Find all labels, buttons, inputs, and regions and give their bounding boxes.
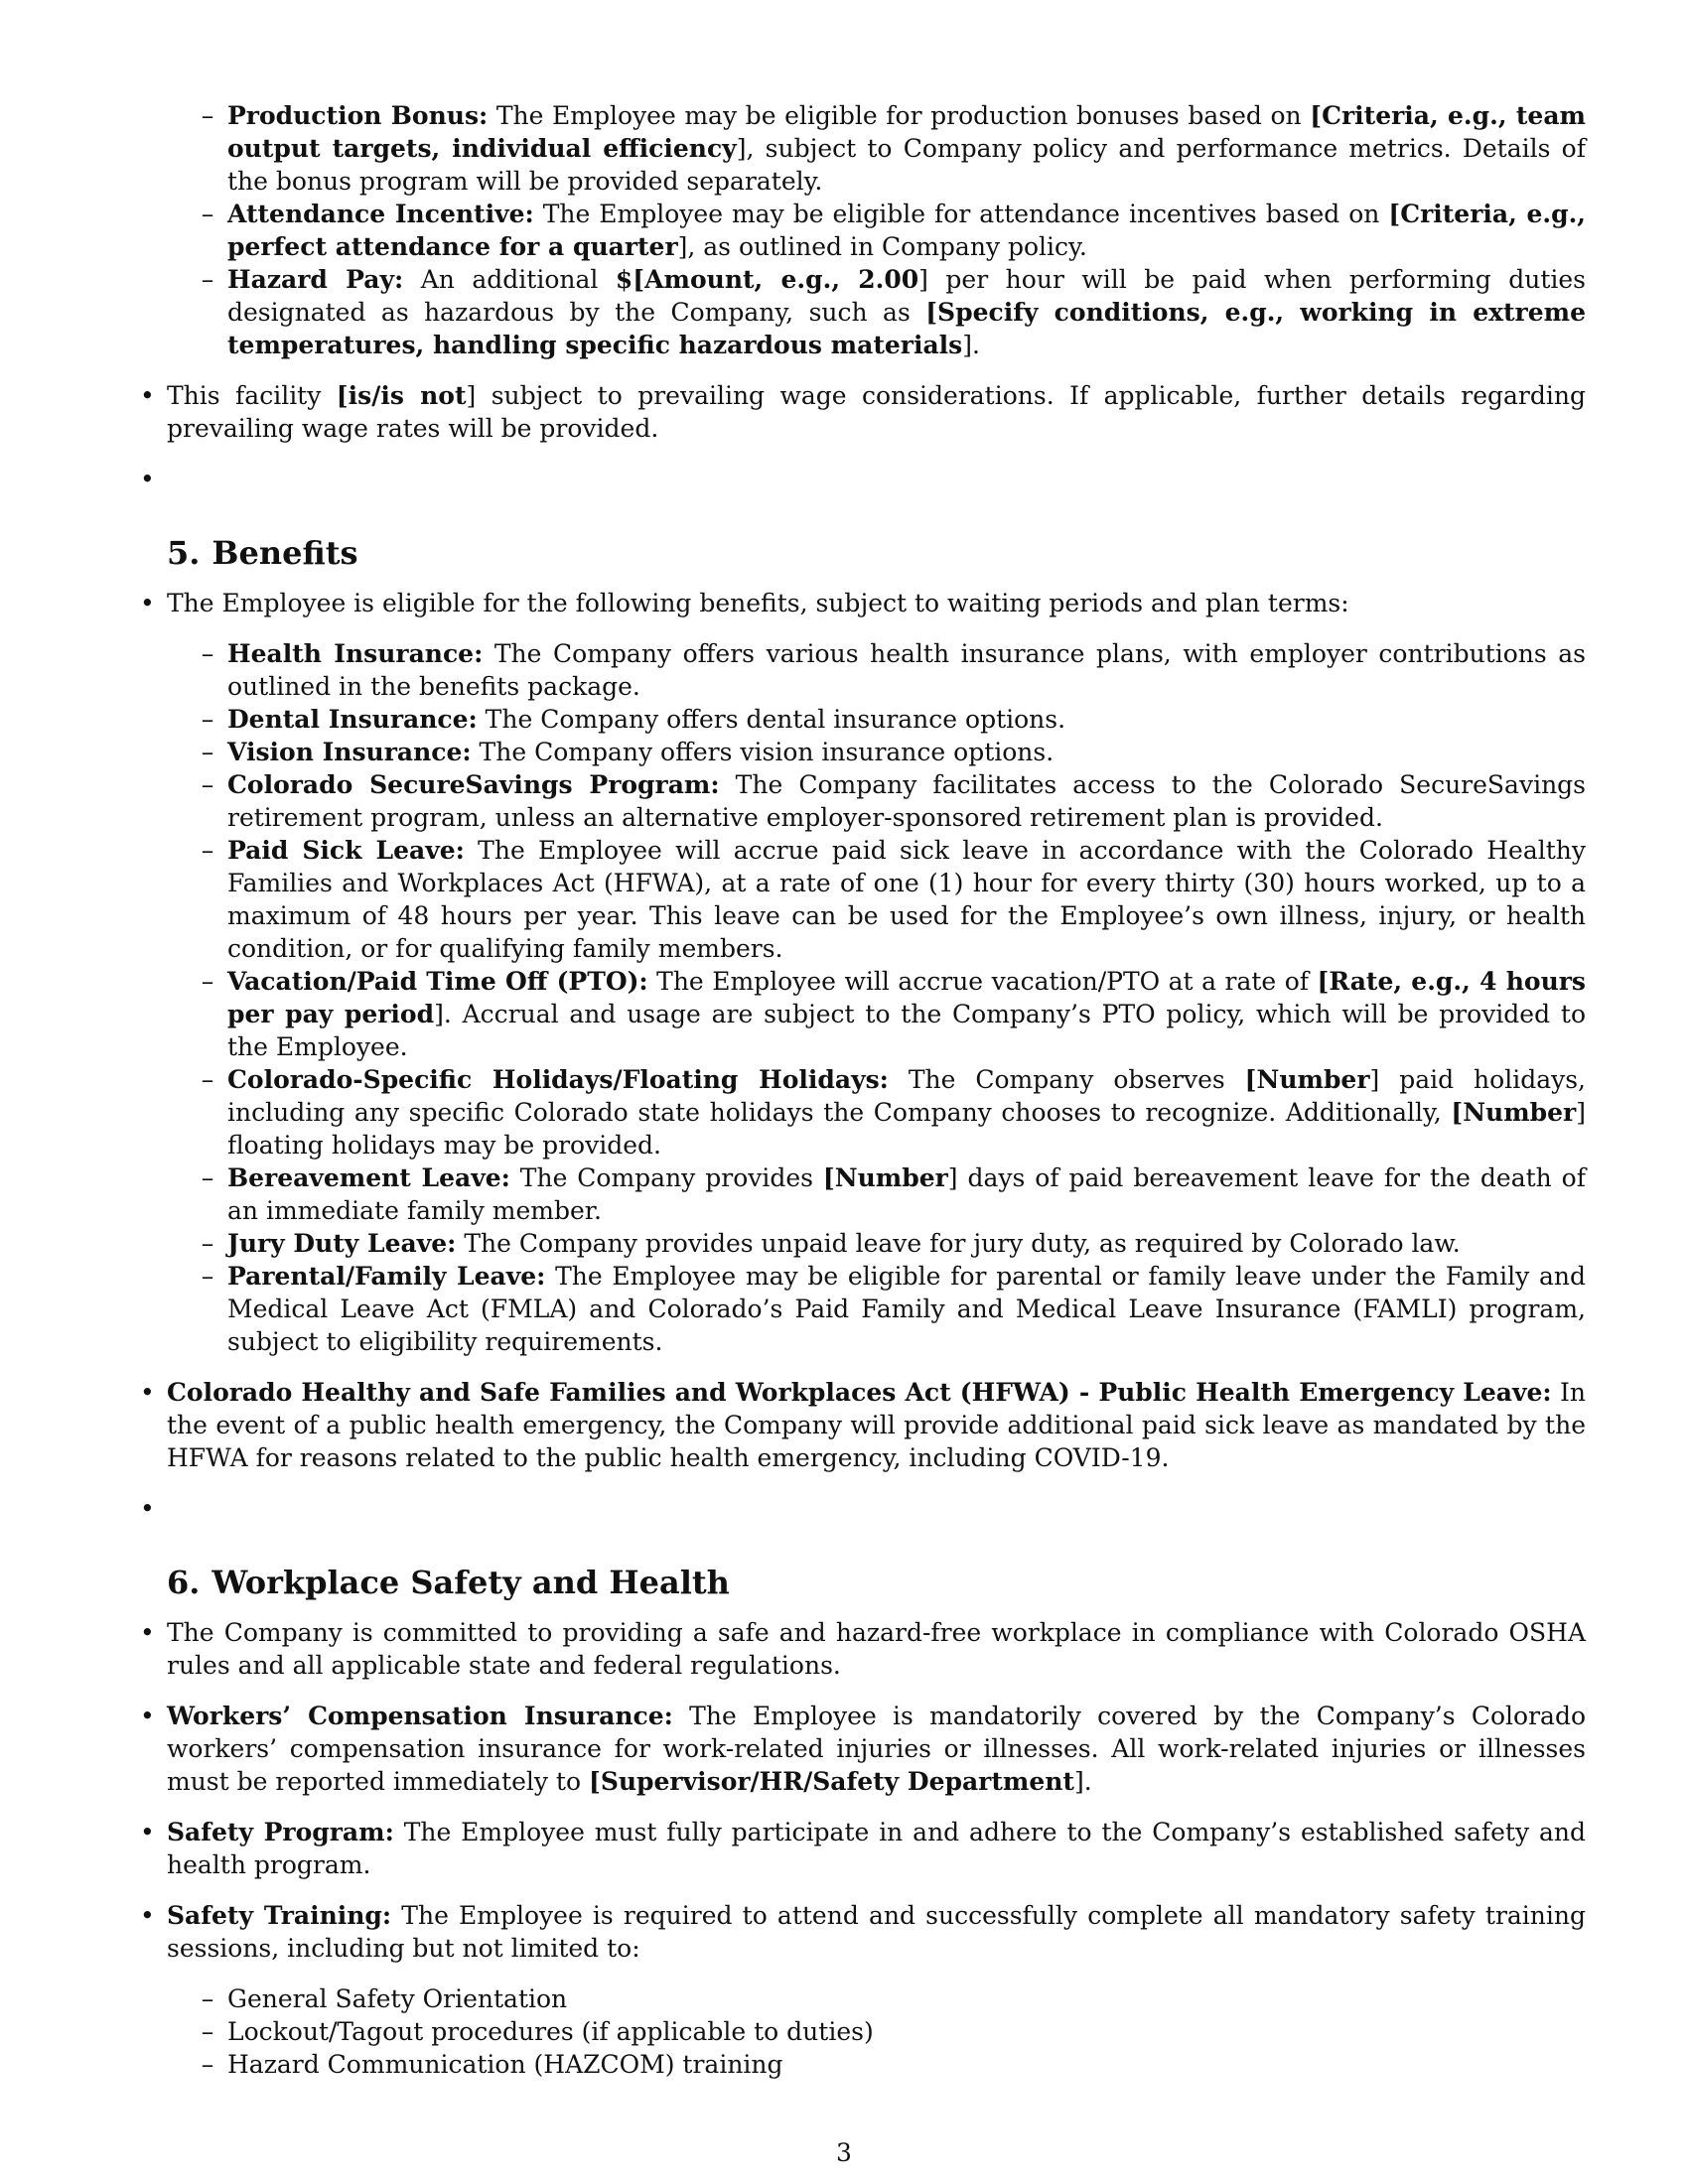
item-text: An additional [403,265,616,294]
safety-commitment-text: The Company is committed to providing a safe and hazard-free workplace in compliance with Colorado OSHA rules and all applicable state and federal regulations. [167,1618,1586,1680]
item-label: Attendance Incentive: [227,200,534,228]
training-list-item [167,2048,1586,2081]
item-label: Vacation/Paid Time Off (PTO): [227,967,648,996]
item-text: ], as outlined in Company policy. [677,232,1087,261]
item-text: ] floating holidays may be provided. [227,1098,1586,1160]
item-text: Hazard Communication (HAZCOM) training [227,2050,783,2079]
benefits-intro-text: The Employee is eligible for the following benefits, subject to waiting periods and plan terms: [167,589,1349,617]
training-list-item [167,1982,1586,2015]
benefits-list [167,637,1586,1358]
bullet-mark: • [140,1818,155,1846]
dash-mark: – [201,1984,214,2013]
benefit-list-item [167,1260,1586,1358]
item-placeholder: [Number [1244,1065,1370,1094]
empty-bullet-item [140,463,1586,495]
section-6-heading [167,1563,1586,1602]
item-label: Dental Insurance: [227,705,478,734]
item-text: The Company offers vision insurance options. [471,738,1055,766]
section-title: Workplace Safety and Health [211,1564,730,1601]
bullet-mark: • [140,1901,155,1930]
item-text: ]. Accrual and usage are subject to the Company’s PTO policy, which will be provided to the Employee. [227,1000,1586,1061]
item-label: Bereavement Leave: [227,1163,510,1192]
item-text: ] days of paid bereavement leave for the death of an immediate family member. [227,1163,1586,1225]
dash-mark: – [201,705,214,734]
empty-bullet-item [140,1492,1586,1525]
benefits-intro-item [140,587,1586,619]
item-text: The Employee may be eligible for attendance incentives based on [533,200,1389,228]
prevailing-wage-text: This facility [167,381,337,410]
page-number: 3 [836,2138,852,2167]
item-label: Parental/Family Leave: [227,1262,546,1291]
workers-comp-text: The Employee is mandatorily covered by the Company’s Colorado workers’ compensation insurance for work-related injuries or illnesses. All work-related injuries or illnesses must be reported immediately to [167,1702,1586,1796]
safety-program-label: Safety Program: [167,1818,394,1846]
training-list-item [167,2015,1586,2048]
workers-comp-item [140,1700,1586,1798]
item-text: The Employee may be eligible for production bonuses based on [488,101,1311,130]
benefit-list-item [167,1063,1586,1161]
item-label: Jury Duty Leave: [227,1229,457,1258]
item-placeholder: [Number [822,1163,948,1192]
item-text: ] paid holidays, including any specific Colorado state holidays the Company chooses to recognize. Additionally, [227,1065,1586,1127]
item-text: General Safety Orientation [227,1984,568,2013]
hfwa-text: In the event of a public health emergency, the Company will provide additional paid sick leave as mandated by the HFWA for reasons related to the public health emergency, including COVID-19. [167,1378,1586,1472]
benefit-list-item [167,1161,1586,1227]
safety-program-item [140,1816,1586,1881]
item-label: Paid Sick Leave: [227,836,465,865]
item-label: Colorado SecureSavings Program: [227,770,720,799]
item-placeholder: [Criteria, e.g., perfect attendance for a quarter [227,200,1587,261]
safety-training-label: Safety Training: [167,1901,392,1930]
dash-mark: – [201,1065,214,1094]
section-title: Benefits [211,534,358,572]
bullet-mark: • [140,589,155,617]
hfwa-label: Colorado Healthy and Safe Families and Workplaces Act (HFWA) - Public Health Emergency Leave: [167,1378,1552,1407]
incentive-list-item [167,99,1586,198]
dash-mark: – [201,1262,214,1291]
item-text: The Company offers various health insurance plans, with employer contributions as outlined in the benefits package. [227,639,1586,701]
dash-mark: – [201,1163,214,1192]
item-label: Vision Insurance: [227,738,472,766]
dash-mark: – [201,2017,214,2046]
bullet-mark: • [140,465,155,493]
benefit-list-item [167,965,1586,1063]
bullet-mark: • [140,1378,155,1407]
benefit-list-item [167,736,1586,768]
item-label: Hazard Pay: [227,265,404,294]
item-text: The Employee will accrue paid sick leave in accordance with the Colorado Healthy Families and Workplaces Act (HFWA), at a rate of one (1) hour for every thirty (30) hours worked, up to a maximum of 48 hours per year. This leave can be used for the Employee’s own illness, injury, or health condition, or for qualifying family members. [227,836,1586,963]
dash-mark: – [201,836,214,865]
dash-mark: – [201,2050,214,2079]
item-text: ], subject to Company policy and performance metrics. Details of the bonus program will be provided separately. [227,134,1586,196]
item-placeholder: [Specify conditions, e.g., working in extreme temperatures, handling specific hazardous materials [227,298,1586,359]
item-text: Lockout/Tagout procedures (if applicable to duties) [227,2017,874,2046]
dash-mark: – [201,639,214,668]
item-label: Colorado-Specific Holidays/Floating Holidays: [227,1065,889,1094]
item-text: The Employee will accrue vacation/PTO at a rate of [647,967,1318,996]
item-placeholder: [Rate, e.g., 4 hours per pay period [227,967,1586,1028]
item-placeholder: [Number [1451,1098,1577,1127]
safety-training-item [140,1899,1586,1965]
item-text: The Company provides [509,1163,823,1192]
incentive-list-item [167,263,1586,361]
item-label: Production Bonus: [227,101,489,130]
prevailing-wage-placeholder: [is/is not [336,381,467,410]
safety-program-text: The Employee must fully participate in and adhere to the Company’s established safety and health program. [167,1818,1586,1879]
prevailing-wage-item [140,379,1586,445]
safety-training-text: The Employee is required to attend and successfully complete all mandatory safety training sessions, including but not limited to: [167,1901,1586,1963]
training-list [167,1982,1586,2081]
dash-mark: – [201,265,214,294]
benefit-list-item [167,703,1586,736]
workers-comp-end: ]. [1073,1767,1092,1796]
hfwa-emergency-item [140,1376,1586,1474]
item-text: The Company facilitates access to the Colorado SecureSavings retirement program, unless an alternative employer-sponsored retirement plan is provided. [227,770,1587,832]
dash-mark: – [201,967,214,996]
item-text: The Company offers dental insurance options. [477,705,1066,734]
benefit-list-item [167,637,1586,703]
item-text: The Company observes [888,1065,1245,1094]
dash-mark: – [201,200,214,228]
section-number: 5. [167,534,201,572]
page-body [140,99,1587,2081]
workers-comp-placeholder: [Supervisor/HR/Safety Department [588,1767,1074,1796]
dash-mark: – [201,101,214,130]
bullet-mark: • [140,1702,155,1730]
benefit-list-item [167,768,1586,834]
item-placeholder: $[Amount, e.g., 2.00 [615,265,919,294]
bullet-mark: • [140,1618,155,1647]
item-placeholder: [Criteria, e.g., team output targets, individual efficiency [227,101,1586,163]
benefit-list-item [167,834,1586,965]
safety-commitment-item [140,1616,1586,1682]
dash-mark: – [201,1229,214,1258]
incentive-list-item [167,198,1586,263]
section-number: 6. [167,1564,201,1601]
item-label: Health Insurance: [227,639,484,668]
benefit-list-item [167,1227,1586,1260]
item-text: ]. [962,331,980,359]
dash-mark: – [201,738,214,766]
item-text: The Company provides unpaid leave for jury duty, as required by Colorado law. [456,1229,1461,1258]
workers-comp-label: Workers’ Compensation Insurance: [167,1702,673,1730]
section-5-heading [167,533,1586,573]
dash-mark: – [201,770,214,799]
pay-incentives-list [167,99,1586,361]
item-text: The Employee may be eligible for parental or family leave under the Family and Medical Leave Act (FMLA) and Colorado’s Paid Family and Medical Leave Insurance (FAMLI) program, subject to eligibility requirements. [227,1262,1586,1356]
prevailing-wage-rest: ] subject to prevailing wage considerations. If applicable, further details regarding prevailing wage rates will be provided. [167,381,1586,443]
bullet-mark: • [140,381,155,410]
bullet-mark: • [140,1494,155,1523]
item-text: ] per hour will be paid when performing duties designated as hazardous by the Company, such as [227,265,1586,327]
